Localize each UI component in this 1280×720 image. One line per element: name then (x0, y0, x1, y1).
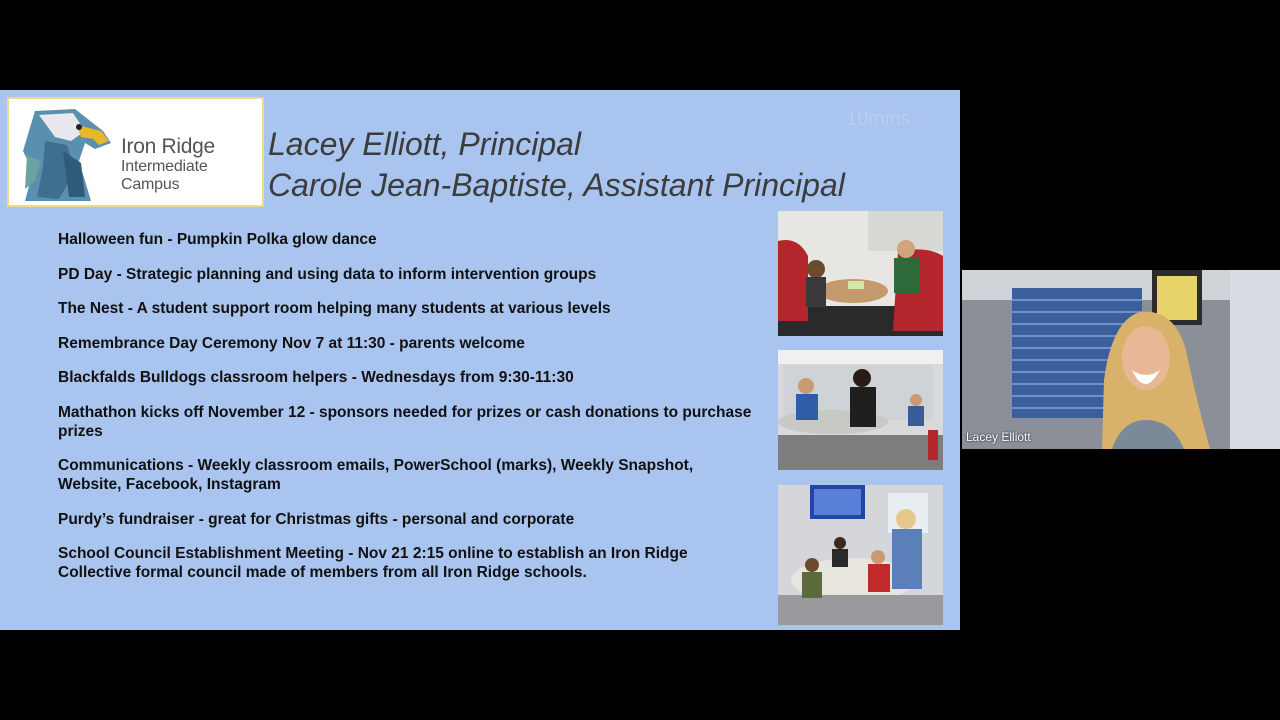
logo-line-2: Intermediate Campus (121, 158, 208, 193)
slide-title (268, 124, 845, 206)
bullet-item: Communications - Weekly classroom emails, PowerSchool (marks), Weekly Snapshot, Website, Facebook, Instagram (58, 457, 694, 493)
bullet-item: The Nest - A student support room helping many students at various levels (58, 300, 611, 317)
logo-text (121, 135, 262, 194)
bullet-item: Purdy’s fundraiser - great for Christmas gifts - personal and corporate (58, 510, 575, 528)
photo-classroom-helpers (778, 350, 943, 470)
title-assistant-principal: Carole Jean-Baptiste, Assistant Principal (268, 167, 845, 203)
photo-support-room (778, 211, 943, 336)
bullet-item: Blackfalds Bulldogs classroom helpers - Wednesdays from 9:30-11:30 (58, 369, 574, 386)
bullet-list (58, 230, 758, 598)
photo-group-work (778, 485, 943, 625)
bullet-item: PD Day - Strategic planning and using data to inform intervention groups (58, 265, 597, 283)
title-principal: Lacey Elliott, Principal (268, 126, 582, 162)
bullet-item: School Council Establishment Meeting - Nov 21 2:15 online to establish an Iron Ridge Collective formal council made of members from all Iron Ridge schools. (58, 545, 688, 581)
bullet-item: Halloween fun - Pumpkin Polka glow dance (58, 231, 377, 248)
eagle-logo-icon (15, 101, 119, 205)
watermark-text: 10mins. (846, 108, 917, 130)
school-logo (7, 97, 264, 207)
bullet-item: Mathathon kicks off November 12 - sponsors needed for prizes or cash donations to purchase prizes (58, 403, 752, 440)
participant-name-label: Lacey Elliott (966, 430, 1031, 444)
logo-line-1: Iron Ridge (121, 135, 215, 158)
bullet-item: Remembrance Day Ceremony Nov 7 at 11:30 - parents welcome (58, 334, 525, 352)
participant-video-tile[interactable] (962, 270, 1280, 449)
